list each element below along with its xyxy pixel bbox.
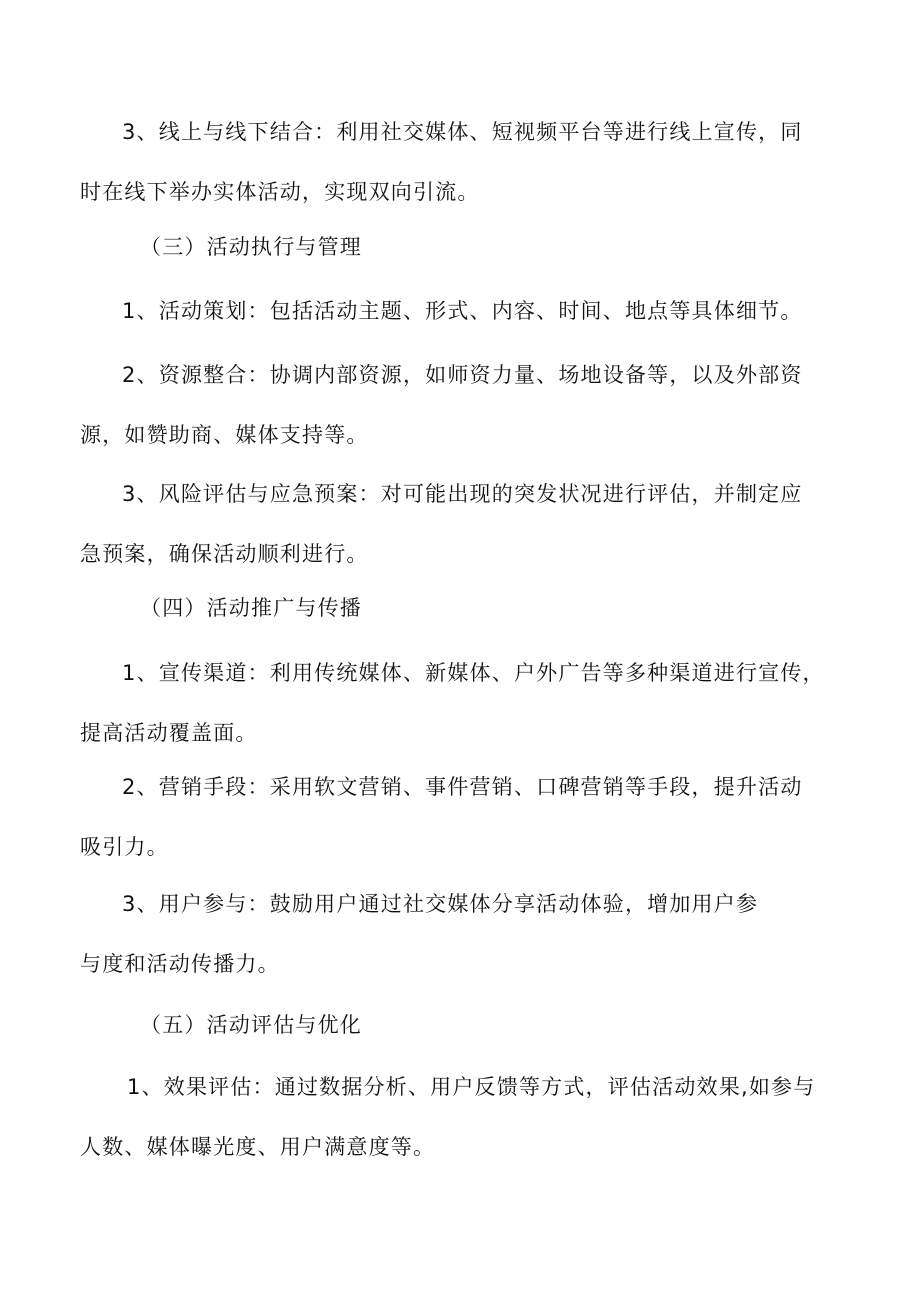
text-line: 2、营销手段：采用软文营销、事件营销、口碑营销等手段，提升活动 — [122, 775, 803, 799]
text-line: 1、宣传渠道：利用传统媒体、新媒体、户外广告等多种渠道进行宣传， — [122, 661, 825, 685]
paragraph-resources — [80, 360, 846, 451]
paragraph-planning — [80, 296, 846, 327]
paragraph-risk — [80, 479, 846, 570]
text-line: 源，如赞助商、媒体支持等。 — [80, 423, 369, 447]
section-heading-execution — [80, 232, 846, 263]
text-line: 1、活动策划：包括活动主题、形式、内容、时间、地点等具体细节。 — [122, 299, 803, 323]
text-line: 3、线上与线下结合：利用社交媒体、短视频平台等进行线上宣传，同 — [122, 120, 803, 144]
paragraph-marketing — [80, 772, 846, 863]
paragraph-online-offline — [80, 117, 846, 208]
section-heading-promotion — [80, 593, 846, 624]
text-line: 3、用户参与：鼓励用户通过社交媒体分享活动体验，增加用户参 — [122, 892, 759, 916]
text-line: 吸引力。 — [80, 835, 169, 859]
text-line: 提高活动覆盖面。 — [80, 721, 258, 745]
text-line: 时在线下举办实体活动，实现双向引流。 — [80, 180, 480, 204]
section-heading-evaluation — [80, 1010, 846, 1041]
text-line: 与度和活动传播力。 — [80, 952, 280, 976]
text-line: 2、资源整合：协调内部资源，如师资力量、场地设备等，以及外部资 — [122, 363, 803, 387]
paragraph-channels — [80, 658, 846, 749]
paragraph-effect-evaluation — [80, 1072, 846, 1163]
text-line: 急预案，确保活动顺利进行。 — [80, 542, 369, 566]
section-heading: （五）活动评估与优化 — [140, 1013, 362, 1037]
section-heading: （三）活动执行与管理 — [140, 235, 362, 259]
text-line: 3、风险评估与应急预案：对可能出现的突发状况进行评估，并制定应 — [122, 482, 803, 506]
text-line: 1、效果评估：通过数据分析、用户反馈等方式，评估活动效果,如参与 — [127, 1075, 816, 1099]
text-line: 人数、媒体曝光度、用户满意度等。 — [80, 1135, 436, 1159]
paragraph-user-participation — [80, 889, 846, 980]
section-heading: （四）活动推广与传播 — [140, 596, 362, 620]
